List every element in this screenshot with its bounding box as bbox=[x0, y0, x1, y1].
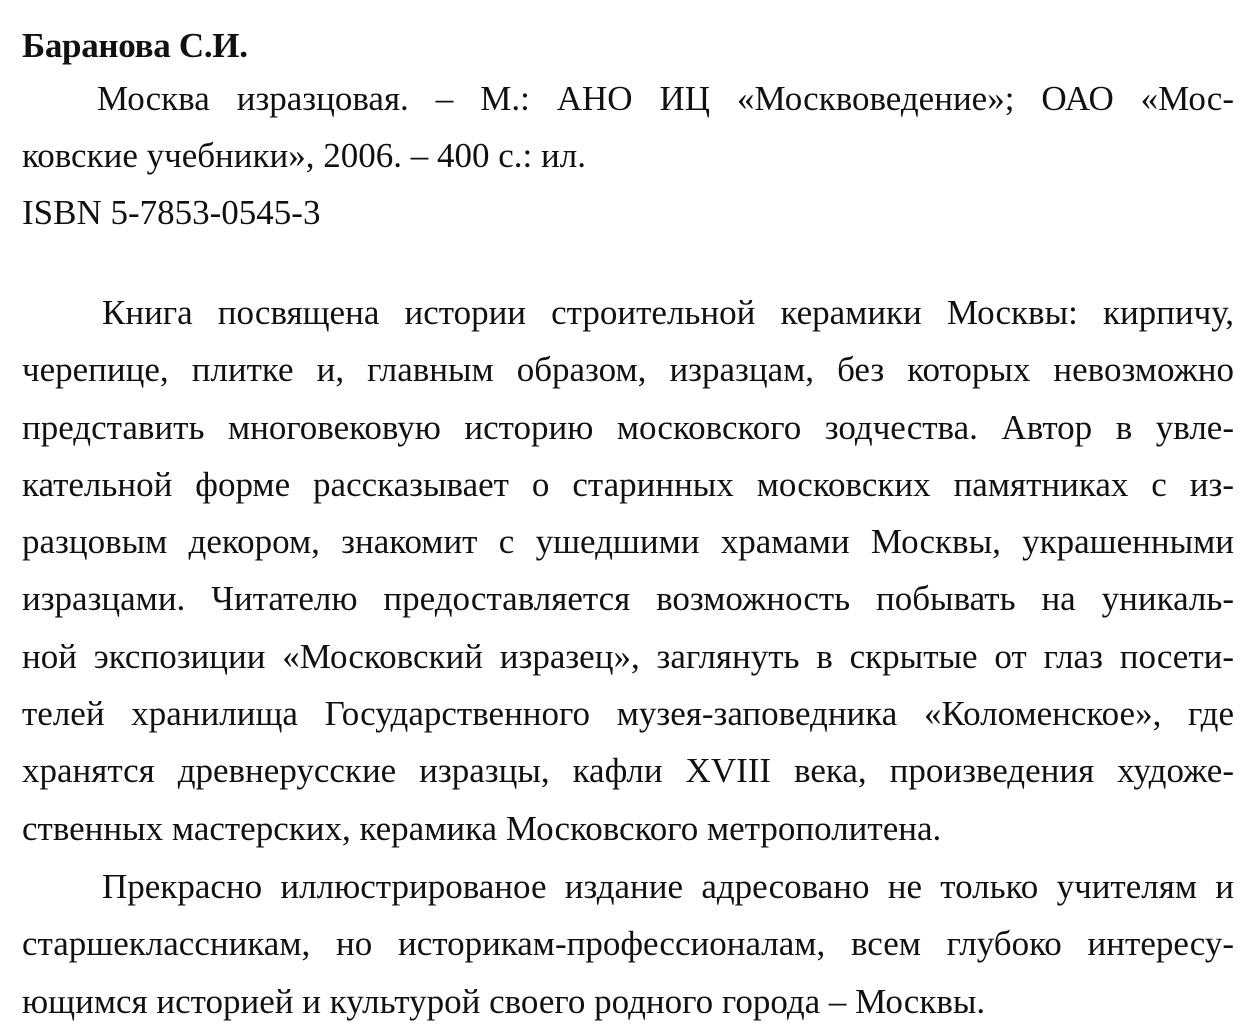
abstract-line: ющимся историей и культурой своего родного города – Москвы. bbox=[22, 981, 986, 1021]
bib-line-publisher: ковские учебники», 2006. – 400 с.: ил. bbox=[22, 136, 586, 175]
abstract-line: Книга посвящена истории строительной керамики Москвы: кирпичу, bbox=[102, 293, 1234, 332]
abstract-line: черепице, плитке и, главным образом, изразцам, без которых невозможно bbox=[22, 350, 1234, 390]
author-name: Баранова С.И. bbox=[22, 26, 248, 65]
document-page bbox=[22, 22, 1234, 1021]
abstract bbox=[22, 284, 1234, 1030]
abstract-line: старшеклассникам, но историкам-профессионалам, всем глубоко интересу- bbox=[22, 924, 1234, 964]
abstract-line: ственных мастерских, керамика Московского метрополитена. bbox=[22, 808, 942, 848]
abstract-line: Прекрасно иллюстрированое издание адресовано не только учителям и bbox=[102, 866, 1234, 906]
bib-line-title: Москва изразцовая. – М.: АНО ИЦ «Москвоведение»; ОАО «Мос- bbox=[97, 79, 1234, 118]
abstract-line: кательной форме рассказывает о старинных московских памятниках с из- bbox=[22, 464, 1234, 504]
abstract-line: представить многовековую историю московского зодчества. Автор в увле- bbox=[22, 407, 1234, 447]
abstract-line: телей хранилища Государственного музея-заповедника «Коломенское», где bbox=[22, 694, 1234, 734]
abstract-line: хранятся древнерусские изразцы, кафли XVIII века, произведения художе- bbox=[22, 751, 1234, 791]
abstract-paragraph-2 bbox=[22, 858, 1234, 1030]
abstract-line: изразцами. Читателю предоставляется возможность побывать на уникаль- bbox=[22, 579, 1234, 619]
bibliographic-record bbox=[22, 70, 1234, 241]
abstract-line: ной экспозиции «Московский изразец», заглянуть в скрытые от глаз посети- bbox=[22, 636, 1234, 676]
bib-line-isbn: ISBN 5-7853-0545-3 bbox=[22, 193, 321, 232]
abstract-line: разцовым декором, знакомит с ушедшими храмами Москвы, украшенными bbox=[22, 522, 1234, 562]
abstract-paragraph-1 bbox=[22, 284, 1234, 857]
